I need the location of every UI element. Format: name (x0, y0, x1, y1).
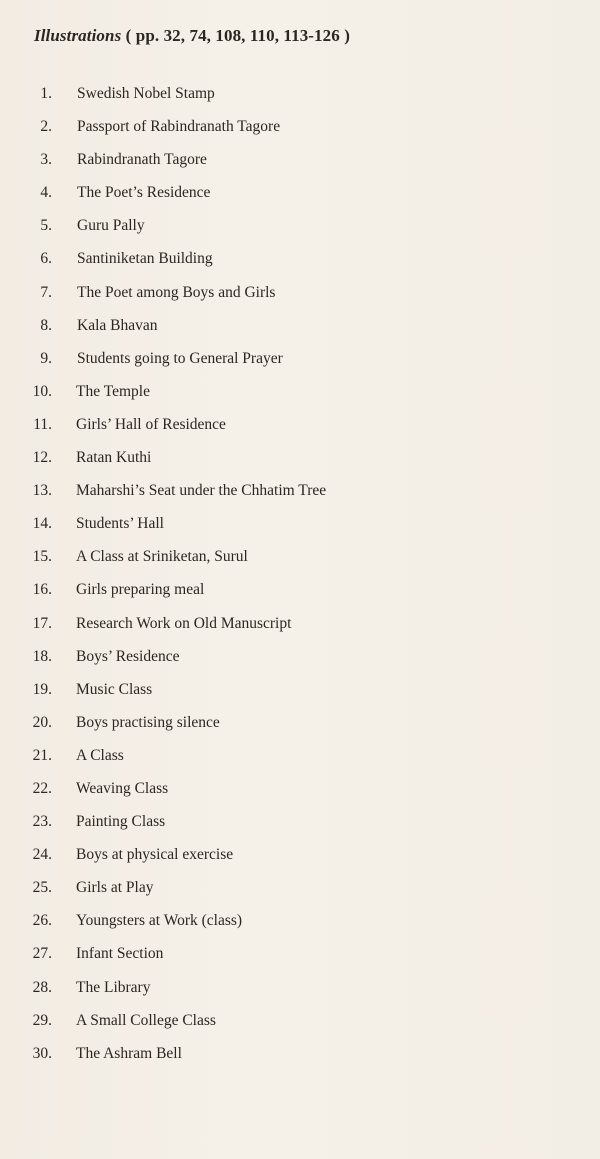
item-label: A Small College Class (76, 1011, 216, 1029)
item-number: 18. (32, 647, 52, 665)
list-item (0, 610, 600, 643)
item-number: 10. (32, 382, 52, 400)
list-item (0, 576, 600, 609)
item-number: 12. (32, 449, 52, 467)
list-item (0, 676, 600, 709)
item-label: The Poet’s Residence (77, 184, 211, 202)
item-number: 29. (32, 1011, 52, 1029)
list-item (0, 775, 600, 808)
list-item (0, 543, 600, 576)
list-item (0, 841, 600, 874)
item-number: 9. (40, 349, 52, 367)
item-number: 22. (32, 779, 52, 797)
list-item (0, 940, 600, 973)
heading-title: Illustrations (34, 26, 122, 45)
item-label: Research Work on Old Manuscript (76, 614, 292, 632)
item-label: Swedish Nobel Stamp (77, 85, 215, 102)
item-label: Painting Class (76, 813, 166, 831)
item-label: Guru Pally (77, 217, 145, 235)
item-label: Students’ Hall (76, 515, 164, 533)
item-label: A Class at Sriniketan, Surul (76, 548, 248, 566)
illustrations-list (0, 80, 600, 1073)
page-heading (34, 26, 350, 46)
list-item (0, 742, 600, 775)
item-number: 6. (40, 250, 52, 268)
item-number: 20. (32, 713, 52, 731)
item-label: Boys practising silence (76, 713, 220, 731)
item-label: Infant Section (76, 945, 164, 963)
list-item (0, 245, 600, 278)
heading-page-references: ( pp. 32, 74, 108, 110, 113-126 ) (121, 26, 350, 45)
item-number: 13. (32, 482, 52, 500)
item-label: The Poet among Boys and Girls (77, 283, 276, 301)
list-item (0, 80, 600, 113)
item-label: Girls preparing meal (76, 581, 205, 599)
item-label: Girls’ Hall of Residence (76, 415, 226, 433)
item-number: 27. (32, 945, 52, 963)
list-item (0, 179, 600, 212)
list-item (0, 411, 600, 444)
item-number: 17. (32, 614, 52, 632)
list-item (0, 477, 600, 510)
item-number: 25. (32, 879, 52, 897)
item-label: Girls at Play (76, 879, 154, 897)
list-item (0, 212, 600, 245)
item-label: Boys at physical exercise (76, 846, 234, 864)
item-number: 11. (33, 415, 52, 433)
item-label: Weaving Class (76, 779, 169, 797)
list-item (0, 1007, 600, 1040)
item-number: 4. (40, 184, 52, 202)
item-number: 2. (40, 118, 52, 136)
item-label: Boys’ Residence (76, 647, 180, 665)
item-number: 23. (32, 813, 52, 831)
item-label: A Class (76, 746, 124, 764)
item-number: 26. (32, 912, 52, 930)
list-item (0, 1040, 600, 1073)
item-number: 21. (32, 746, 52, 764)
item-number: 14. (32, 515, 52, 533)
item-label: The Ashram Bell (76, 1044, 182, 1062)
item-label: Santiniketan Building (77, 250, 213, 268)
item-number: 8. (40, 316, 52, 334)
list-item (0, 907, 600, 940)
list-item (0, 146, 600, 179)
item-label: Students going to General Prayer (77, 349, 283, 367)
list-item (0, 378, 600, 411)
item-number: 15. (32, 548, 52, 566)
list-item (0, 709, 600, 742)
item-label: The Temple (76, 382, 150, 400)
item-number: 7. (40, 283, 52, 301)
item-label: Youngsters at Work (class) (76, 912, 243, 930)
list-item (0, 643, 600, 676)
item-label: Kala Bhavan (77, 316, 158, 334)
item-number: 5. (40, 217, 52, 235)
item-number: 3. (40, 151, 52, 169)
item-number: 19. (32, 680, 52, 698)
item-number: 24. (32, 846, 52, 864)
item-label: Ratan Kuthi (76, 449, 152, 467)
list-item (0, 808, 600, 841)
item-number: 1. (40, 85, 52, 102)
item-label: Maharshi’s Seat under the Chhatim Tree (76, 482, 327, 500)
list-item (0, 279, 600, 312)
item-label: The Library (76, 978, 151, 996)
list-item (0, 113, 600, 146)
item-number: 16. (32, 581, 52, 599)
list-item (0, 444, 600, 477)
list-item (0, 312, 600, 345)
list-item (0, 345, 600, 378)
item-label: Rabindranath Tagore (77, 151, 207, 169)
item-number: 28. (32, 978, 52, 996)
item-label: Music Class (76, 680, 153, 698)
list-item (0, 974, 600, 1007)
item-number: 30. (32, 1044, 52, 1062)
list-item (0, 510, 600, 543)
item-label: Passport of Rabindranath Tagore (77, 118, 281, 136)
list-item (0, 874, 600, 907)
